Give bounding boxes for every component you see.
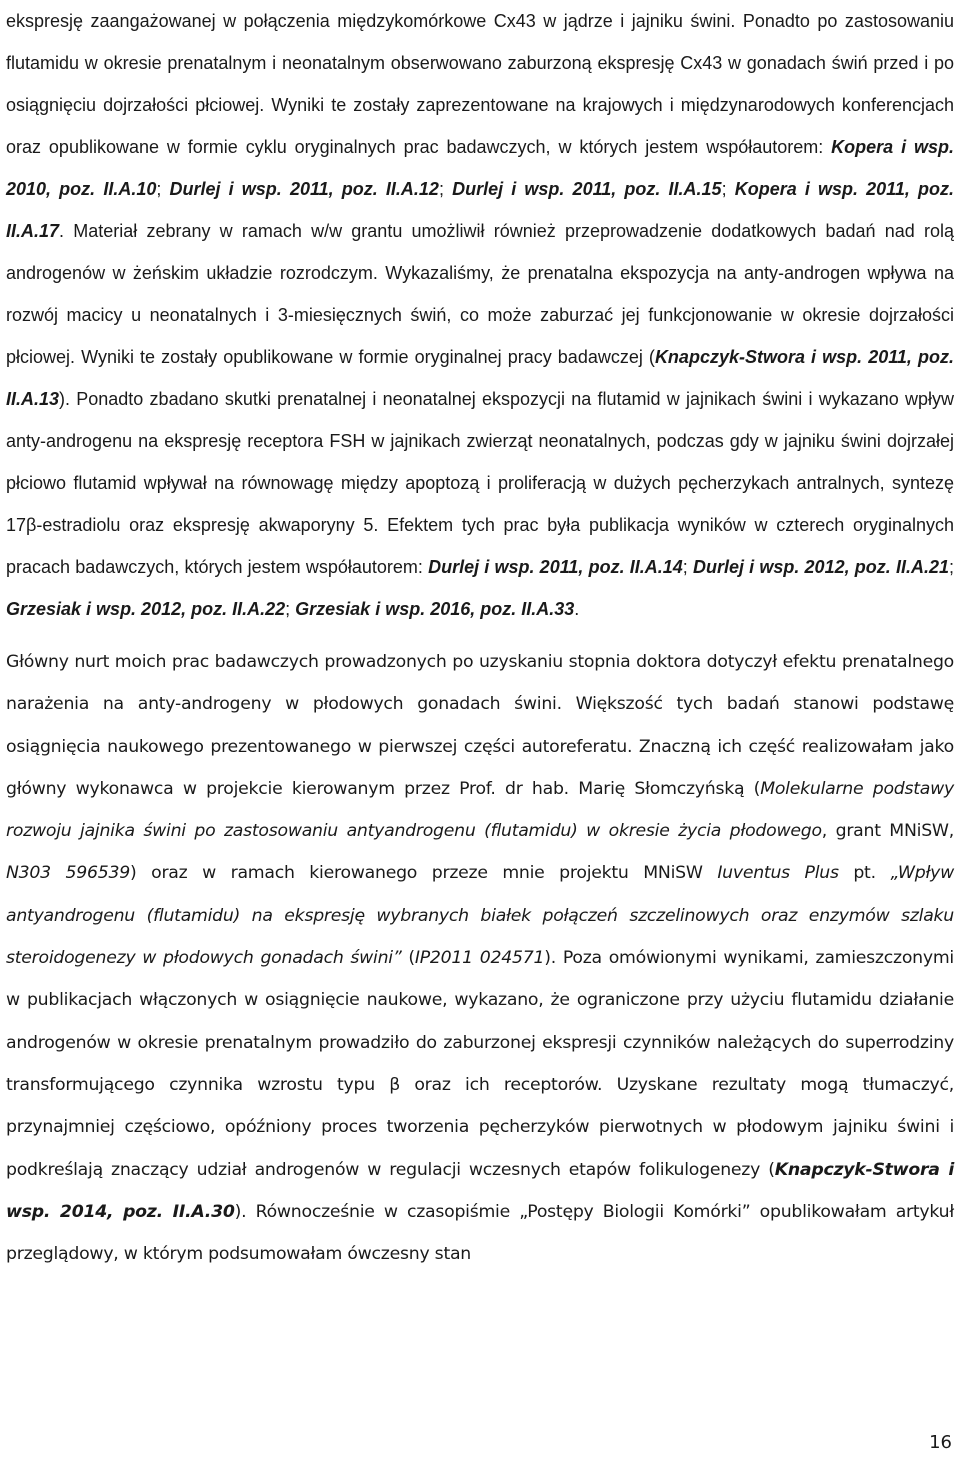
citation: Grzesiak i wsp. 2016, poz. II.A.33 (295, 599, 575, 619)
citation: Knapczyk-Stwora i wsp. 2011, poz. II.A.13 (6, 347, 955, 409)
body-text: ). Równocześnie w czasopiśmie „Postępy Biologii Komórki” opublikowałam artykuł przeglądowy, w którym podsumowałam ówczesny stan (6, 1201, 954, 1265)
italic-text: N303 596539 (6, 863, 131, 884)
body-text: ekspresję zaangażowanej w połączenia międzykomórkowe Cx43 w jądrze i jajniku świni. Ponadto po zastosowaniu flutamidu w okresie prenatalnym i neonatalnym obserwowano zaburzoną ekspresję Cx43 w gonadach świń przed i po osiągnięciu dojrzałości płciowej. Wyniki te zostały zaprezentowane na krajowych i międzynarodowych konferencjach oraz opublikowane w formie cyklu oryginalnych prac badawczych, w których jestem współautorem: (6, 11, 954, 157)
citation: Grzesiak i wsp. 2012, poz. II.A.22 (6, 599, 286, 619)
citation: Kopera i wsp. 2011, poz. II.A.17 (6, 179, 955, 241)
body-text: ). Ponadto zbadano skutki prenatalnej i neonatalnej ekspozycji na flutamid w jajnikach świni i wykazano wpływ anty-androgenu na ekspresję receptora FSH w jajnikach zwierząt neonatalnych, podczas gdy w jajniku świni dojrzałej płciowo flutamid wpływał na równowagę między apoptozą i proliferacją w dużych pęcherzykach antralnych, syntezę 17β-estradiolu oraz ekspresję akwaporyny 5. Efektem tych prac była publikacja wyników w czterech oryginalnych pracach badawczych, których jestem współautorem: (6, 389, 954, 577)
body-text: , grant MNiSW, (821, 821, 954, 842)
body-text: . (574, 599, 580, 619)
document-page (6, 0, 954, 1275)
italic-text: Molekularne podstawy rozwoju jajnika świni po zastosowaniu antyandrogenu (flutamidu) w okresie życia płodowego (6, 778, 954, 842)
body-text: . Materiał zebrany w ramach w/w grantu umożliwił również przeprowadzenie dodatkowych badań nad rolą androgenów w żeńskim układzie rozrodczym. Wykazaliśmy, że prenatalna ekspozycja na anty-androgen wpływa na rozwój macicy u neonatalnych i 3-miesięcznych świń, co może zaburzać jej funkcjonowanie w okresie dojrzałości płciowej. Wyniki te zostały opublikowane w formie oryginalnej pracy badawczej ( (6, 221, 954, 367)
body-text: ; (721, 179, 735, 199)
body-text: ; (285, 599, 296, 619)
paragraph-2 (6, 641, 954, 1275)
citation: Durlej i wsp. 2011, poz. II.A.12 (169, 179, 439, 199)
italic-text: Iuventus Plus (717, 863, 839, 884)
paragraph-1 (6, 0, 954, 630)
body-text: ; (438, 179, 453, 199)
citation: Knapczyk-Stwora i wsp. 2014, poz. II.A.30 (6, 1159, 954, 1222)
citation: Durlej i wsp. 2012, poz. II.A.21 (692, 557, 949, 577)
body-text: ; (156, 179, 170, 199)
body-text: ). Poza omówionymi wynikami, zamieszczonymi w publikacjach włączonych w osiągnięcie naukowe, wykazano, że ograniczone przy użyciu flutamidu działanie androgenów w okresie prenatalnym prowadziło do zaburzonej ekspresji czynników należących do superrodziny transformującego czynnika wzrostu typu β oraz ich receptorów. Uzyskane rezultaty mogą tłumaczyć, przynajmniej częściowo, opóźniony proces tworzenia pęcherzyków pierwotnych w płodowym jajniku świni i podkreślają znaczący udział androgenów w regulacji wczesnych etapów folikulogenezy ( (6, 948, 954, 1180)
citation: Kopera i wsp. 2010, poz. II.A.10 (6, 137, 955, 199)
body-text: ; (948, 557, 954, 577)
body-text: ) oraz w ramach kierowanego przeze mnie projektu MNiSW (130, 863, 718, 884)
citation: Durlej i wsp. 2011, poz. II.A.14 (428, 557, 683, 577)
citation: Durlej i wsp. 2011, poz. II.A.15 (452, 179, 722, 199)
page-number: 16 (929, 1432, 952, 1453)
italic-text: „Wpływ antyandrogenu (flutamidu) na ekspresję wybranych białek połączeń szczelinowych oraz enzymów szlaku steroidogenezy w płodowych gonadach świni” (6, 863, 955, 969)
body-text: pt. (838, 863, 891, 884)
italic-text: IP2011 024571 (414, 948, 545, 969)
body-text: ; (682, 557, 693, 577)
body-text: ( (401, 948, 415, 969)
body-text: Główny nurt moich prac badawczych prowadzonych po uzyskaniu stopnia doktora dotyczył efektu prenatalnego narażenia na anty-androgeny w płodowych gonadach świni. Większość tych badań stanowi podstawę osiągnięcia naukowego prezentowanego w pierwszej części autoreferatu. Znaczną ich część realizowałam jako główny wykonawca w projekcie kierowanym przez Prof. dr hab. Marię Słomczyńską ( (6, 652, 954, 799)
